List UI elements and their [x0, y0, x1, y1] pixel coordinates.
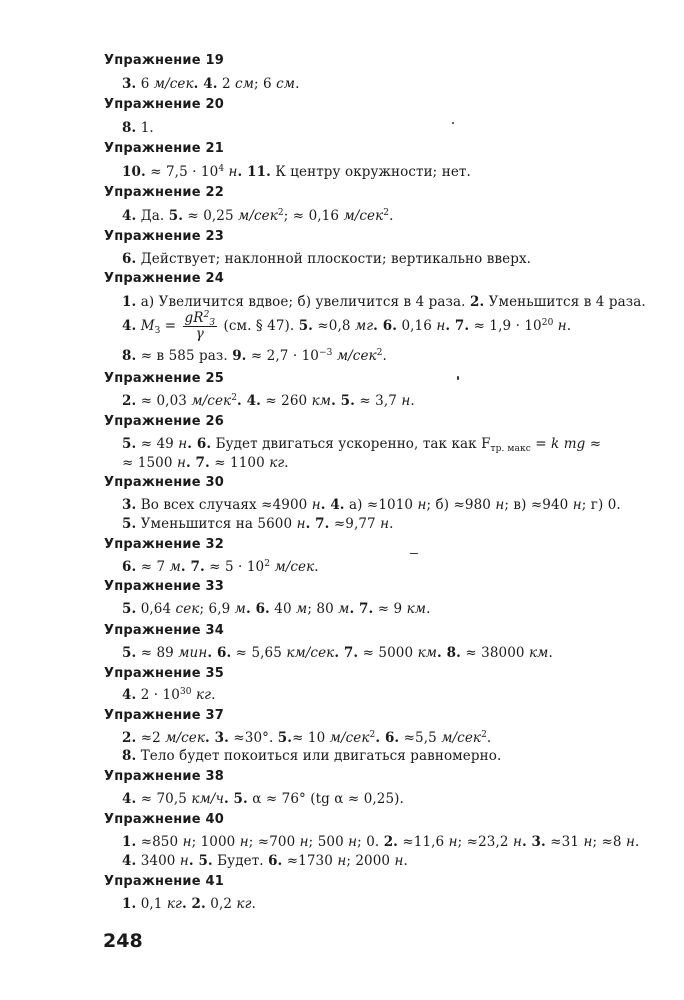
page-number: 248 — [103, 930, 143, 952]
answer-line-24a: 1. а) Увеличится вдвое; б) увеличится в 4 раза. 2. Уменьшится в 4 раза. — [122, 294, 646, 310]
scan-speck — [457, 376, 459, 380]
answer-line-22: 4. Да. 5. ≈ 0,25 м/сек$^2$; ≈ 0,16 м/сек$^2$. — [122, 208, 394, 224]
exercise-heading-22: Упражнение 22 — [104, 185, 224, 200]
exercise-heading-30: Упражнение 30 — [104, 475, 224, 490]
answer-line-24b: 4. $M_З$ = $\frac{gR^2_З}{\gamma}$ (см. § 47). 5. ≈0,8 мг. 6. 0,16 н. 7. ≈ $1,9 \cdot 10^{20}$ н. — [122, 310, 572, 342]
answer-line-26a: 5. ≈ 49 н. 6. Будет двигаться ускоренно, так как $F_{тр. макс} = k$ mg ≈ — [122, 436, 602, 454]
answer-line-40b: 4. 3400 н. 5. Будет. 6. ≈1730 н; 2000 н. — [122, 853, 408, 869]
answer-line-38: 4. ≈ 70,5 км/ч. 5. α ≈ 76° (tg α ≈ 0,25). — [122, 791, 404, 807]
answer-line-37a: 2. ≈2 м/сек. 3. ≈30°. 5.≈ 10 м/сек$^2$. 6. ≈5,5 м/сек$^2$. — [122, 730, 492, 746]
exercise-heading-25: Упражнение 25 — [104, 371, 224, 386]
answer-line-21: 10. ≈ $7,5 \cdot 10^4$ н. 11. К центру окружности; нет. — [122, 164, 471, 180]
scan-speck — [410, 553, 418, 554]
exercise-heading-20: Упражнение 20 — [104, 97, 224, 112]
exercise-heading-26: Упражнение 26 — [104, 414, 224, 429]
exercise-heading-37: Упражнение 37 — [104, 708, 224, 723]
answer-line-25: 2. ≈ 0,03 м/сек$^2$. 4. ≈ 260 км. 5. ≈ 3,7 н. — [122, 393, 415, 409]
answer-line-23: 6. Действует; наклонной плоскости; вертикально вверх. — [122, 251, 532, 267]
mass-formula-fraction: $\frac{gR^2_З}{\gamma}$ — [184, 310, 216, 342]
exercise-heading-38: Упражнение 38 — [104, 769, 224, 784]
exercise-heading-41: Упражнение 41 — [104, 874, 224, 889]
answer-line-19: 3. 6 м/сек. 4. 2 см; 6 см. — [122, 76, 300, 92]
answer-line-32: 6. ≈ 7 м. 7. ≈ $5 \cdot 10^2$ м/сек. — [122, 559, 319, 575]
exercise-heading-40: Упражнение 40 — [104, 812, 224, 827]
answer-line-34: 5. ≈ 89 мин. 6. ≈ 5,65 км/сек. 7. ≈ 5000 км. 8. ≈ 38000 км. — [122, 645, 553, 661]
exercise-heading-32: Упражнение 32 — [104, 537, 224, 552]
answer-line-40a: 1. ≈850 н; 1000 н; ≈700 н; 500 н; 0. 2. ≈11,6 н; ≈23,2 н. 3. ≈31 н; ≈8 н. — [122, 834, 640, 850]
answer-line-26b: ≈ 1500 н. 7. ≈ 1100 кг. — [122, 455, 289, 471]
exercise-heading-35: Упражнение 35 — [104, 666, 224, 681]
answer-line-30b: 5. Уменьшится на 5600 н. 7. ≈9,77 н. — [122, 516, 394, 532]
scan-speck — [452, 122, 454, 124]
exercise-heading-21: Упражнение 21 — [104, 141, 224, 156]
exercise-heading-34: Упражнение 34 — [104, 623, 224, 638]
answer-line-41: 1. 0,1 кг. 2. 0,2 кг. — [122, 896, 256, 912]
answer-line-24c: 8. ≈ в 585 раз. 9. ≈ $2,7 \cdot 10^{-3}$ м/сек$^2$. — [122, 348, 387, 364]
exercise-heading-23: Упражнение 23 — [104, 229, 224, 244]
answer-line-37b: 8. Тело будет покоиться или двигаться равномерно. — [122, 748, 502, 764]
answer-line-20: 8. 1. — [122, 120, 154, 136]
answer-line-30a: 3. Во всех случаях ≈4900 н. 4. а) ≈1010 н; б) ≈980 н; в) ≈940 н; г) 0. — [122, 497, 621, 513]
answer-line-35: 4. $2 \cdot 10^{30}$ кг. — [122, 687, 216, 703]
answer-line-33: 5. 0,64 сек; 6,9 м. 6. 40 м; 80 м. 7. ≈ 9 км. — [122, 601, 431, 617]
exercise-heading-24: Упражнение 24 — [104, 271, 224, 286]
exercise-heading-19: Упражнение 19 — [104, 53, 224, 68]
exercise-heading-33: Упражнение 33 — [104, 579, 224, 594]
